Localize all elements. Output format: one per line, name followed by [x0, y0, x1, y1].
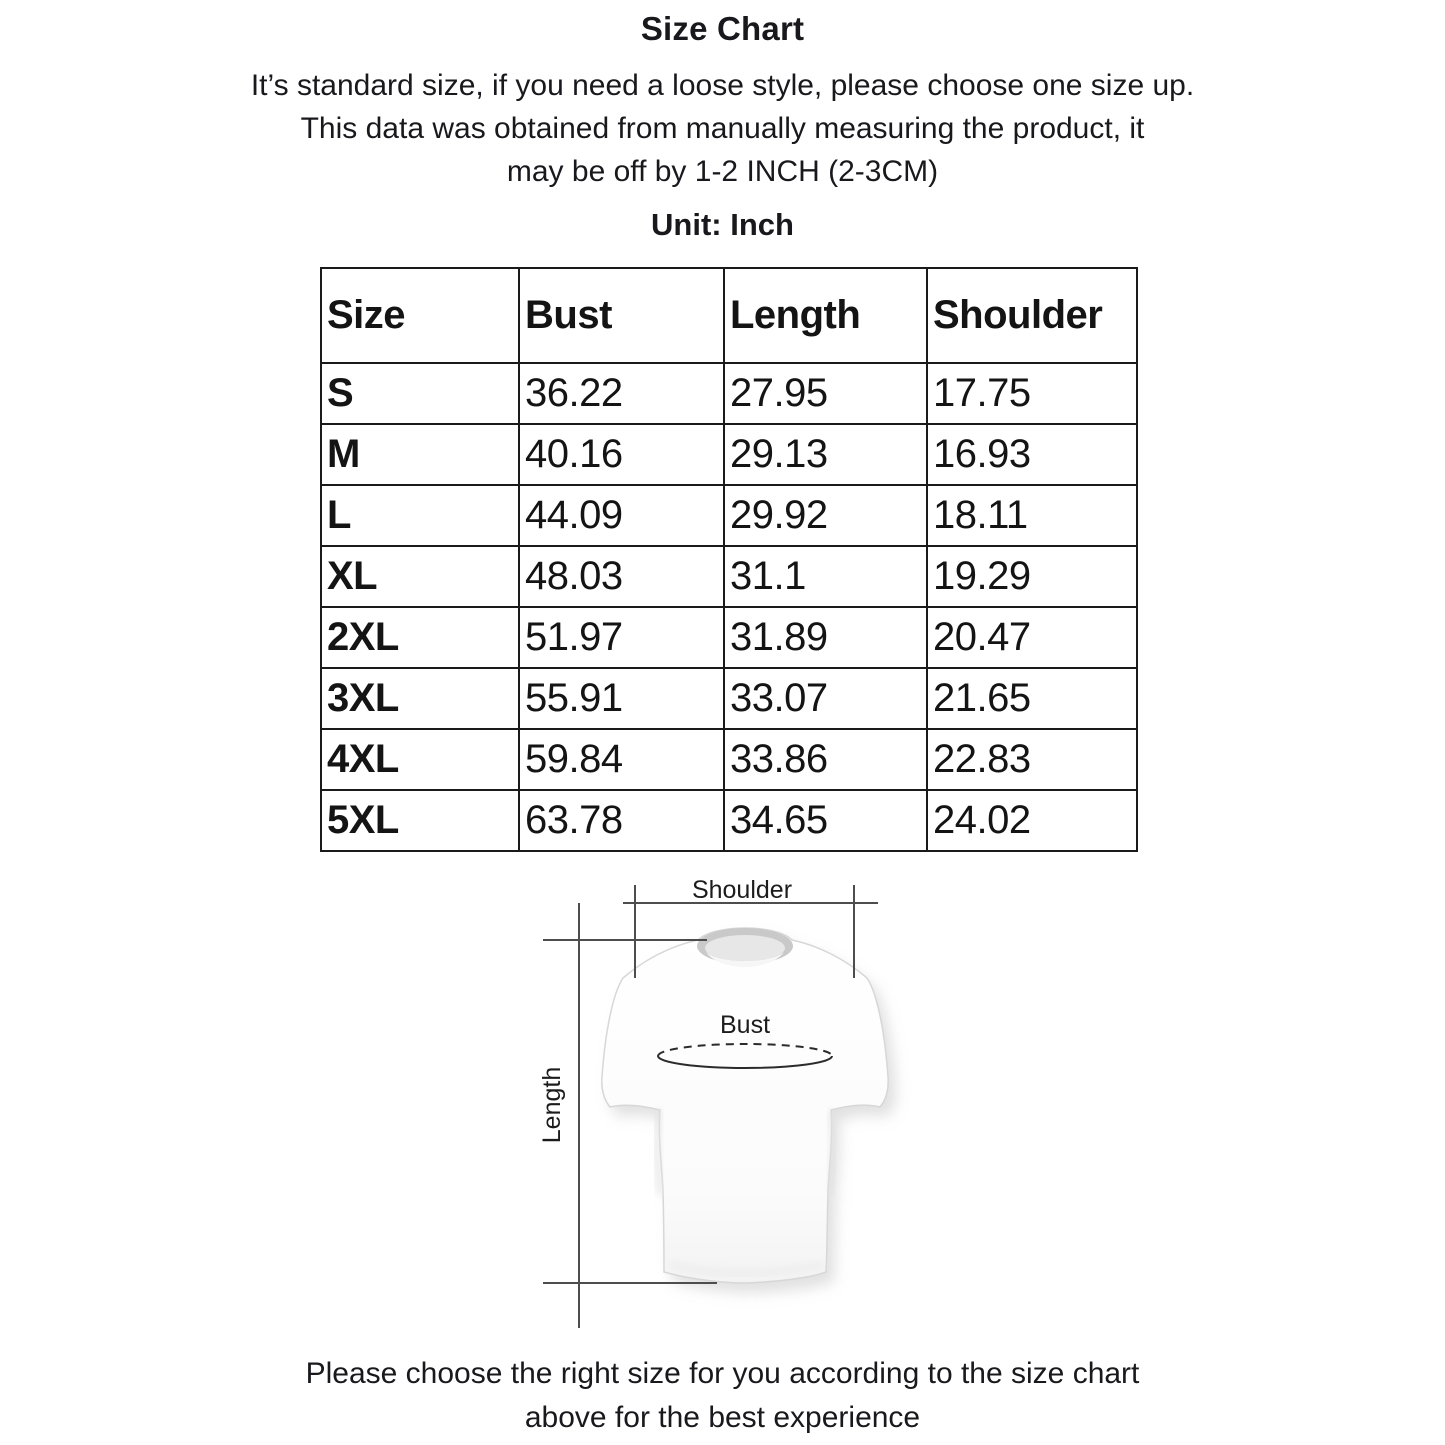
table-row	[321, 424, 1137, 485]
value-cell: 59.84	[519, 729, 724, 790]
size-table	[320, 267, 1138, 852]
header-cell: Shoulder	[927, 268, 1137, 363]
value-cell: 48.03	[519, 546, 724, 607]
header-cell: Bust	[519, 268, 724, 363]
value-cell: 31.89	[724, 607, 927, 668]
tshirt-body	[602, 928, 888, 1283]
text-line: This data was obtained from manually measuring the product, it	[300, 112, 1145, 145]
header-cell: Length	[724, 268, 927, 363]
value-cell: 55.91	[519, 668, 724, 729]
value-cell: 63.78	[519, 790, 724, 851]
text-line: It’s standard size, if you need a loose style, please choose one size up.	[250, 69, 1195, 102]
table-row	[321, 607, 1137, 668]
table-row	[321, 790, 1137, 851]
size-cell: 2XL	[321, 607, 519, 668]
size-cell: XL	[321, 546, 519, 607]
length-label: Length	[538, 1066, 566, 1144]
value-cell: 20.47	[927, 607, 1137, 668]
value-cell: 27.95	[724, 363, 927, 424]
table-row	[321, 729, 1137, 790]
value-cell: 24.02	[927, 790, 1137, 851]
size-cell: L	[321, 485, 519, 546]
header-cell: Size	[321, 268, 519, 363]
text-line: may be off by 1-2 INCH (2-3CM)	[506, 155, 939, 188]
value-cell: 19.29	[927, 546, 1137, 607]
value-cell: 33.07	[724, 668, 927, 729]
value-cell: 31.1	[724, 546, 927, 607]
tshirt-measurement-diagram	[530, 860, 970, 1330]
value-cell: 40.16	[519, 424, 724, 485]
size-cell: S	[321, 363, 519, 424]
value-cell: 36.22	[519, 363, 724, 424]
value-cell: 33.86	[724, 729, 927, 790]
value-cell: 16.93	[927, 424, 1137, 485]
size-cell: 5XL	[321, 790, 519, 851]
text-line: Please choose the right size for you according to the size chart	[305, 1357, 1140, 1390]
value-cell: 18.11	[927, 485, 1137, 546]
table-row	[321, 668, 1137, 729]
value-cell: 29.13	[724, 424, 927, 485]
footer-note	[0, 1352, 1445, 1440]
table-row	[321, 485, 1137, 546]
size-cell: 4XL	[321, 729, 519, 790]
collar-inner	[705, 935, 785, 961]
bust-label: Bust	[719, 1011, 771, 1039]
size-disclaimer	[0, 64, 1445, 193]
page-title: Size Chart	[640, 10, 805, 47]
unit-label: Unit: Inch	[651, 207, 794, 242]
value-cell: 22.83	[927, 729, 1137, 790]
value-cell: 21.65	[927, 668, 1137, 729]
value-cell: 17.75	[927, 363, 1137, 424]
value-cell: 44.09	[519, 485, 724, 546]
table-row	[321, 546, 1137, 607]
table-row	[321, 363, 1137, 424]
size-cell: 3XL	[321, 668, 519, 729]
value-cell: 51.97	[519, 607, 724, 668]
table-header-row	[321, 268, 1137, 363]
size-cell: M	[321, 424, 519, 485]
value-cell: 29.92	[724, 485, 927, 546]
text-line: above for the best experience	[524, 1401, 921, 1434]
value-cell: 34.65	[724, 790, 927, 851]
shoulder-label: Shoulder	[691, 876, 793, 904]
